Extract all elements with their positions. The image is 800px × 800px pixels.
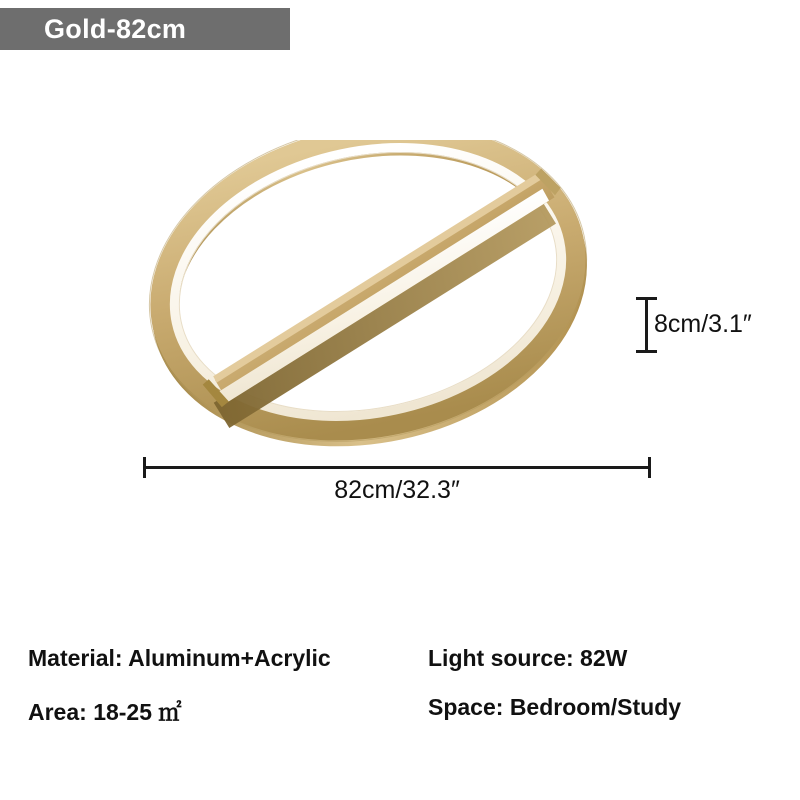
- spec-cell-material: [28, 645, 428, 672]
- height-dimension-label: 8cm/3.1″: [654, 310, 752, 338]
- specification-block: [28, 645, 728, 749]
- area-text: Area: 18-25 ㎡: [28, 699, 182, 725]
- product-illustration: [140, 140, 620, 460]
- variant-title-badge: [0, 8, 290, 50]
- material-text: Material: Aluminum+Acrylic: [28, 645, 331, 671]
- space-text: Space: Bedroom/Study: [428, 694, 682, 720]
- spec-row: [28, 645, 728, 672]
- height-dimension-line: [645, 297, 648, 353]
- variant-title-label: Gold-82cm: [44, 13, 187, 44]
- light-source-text: Light source: 82W: [428, 645, 628, 671]
- spec-row: [28, 694, 728, 727]
- spec-cell-light-source: [428, 645, 728, 672]
- spec-cell-area: [28, 694, 428, 727]
- width-dimension-label: 82cm/32.3″: [334, 476, 460, 504]
- spec-cell-space: [428, 694, 728, 727]
- ceiling-lamp-drawing: [140, 140, 620, 460]
- width-dimension-line: [143, 466, 651, 469]
